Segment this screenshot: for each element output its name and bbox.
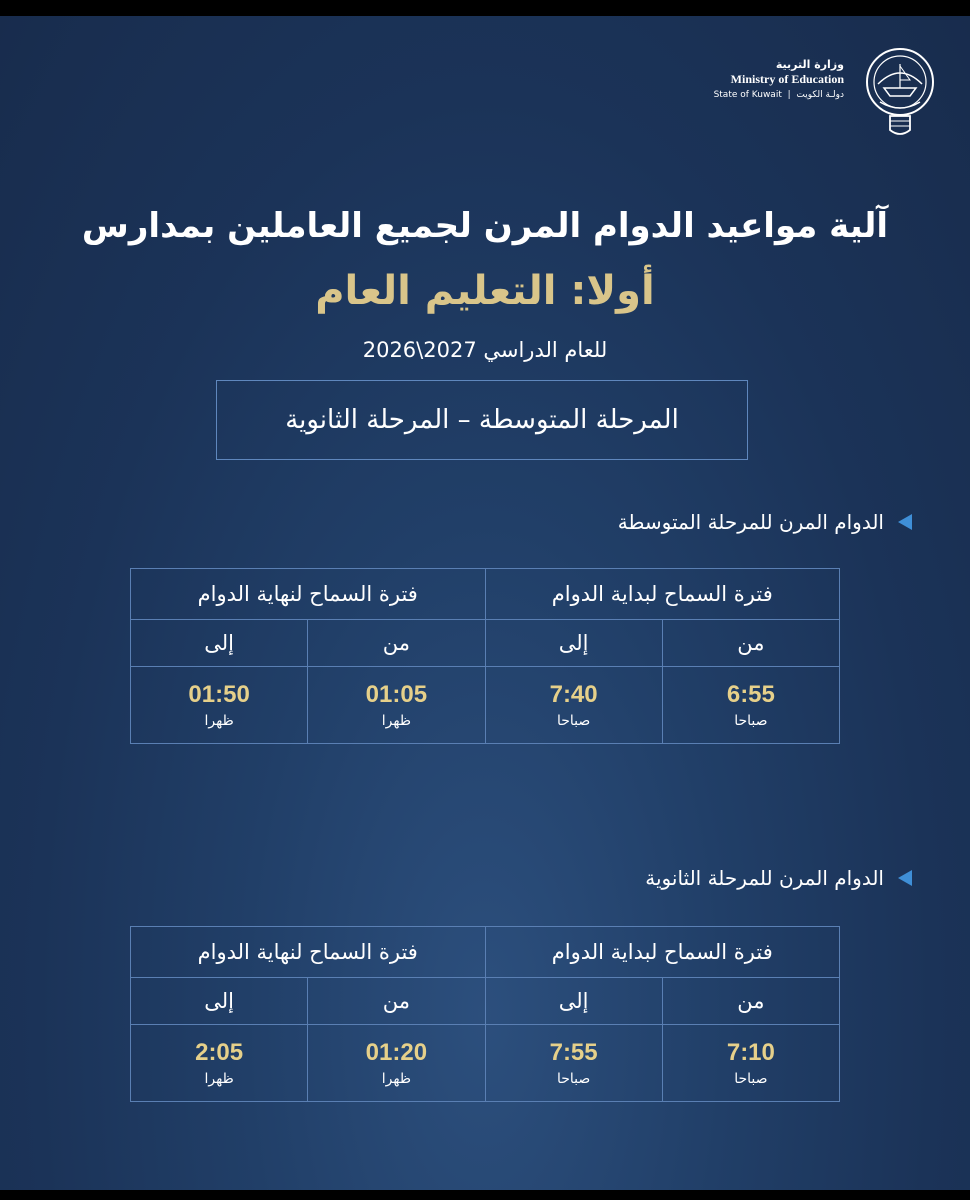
time-value: 01:20 <box>365 1039 428 1066</box>
time-value: 01:05 <box>365 681 428 708</box>
period-label: صباحا <box>556 713 591 729</box>
start-to-cell <box>485 667 662 744</box>
time-value: 7:55 <box>549 1039 598 1066</box>
period-label: صباحا <box>556 1071 591 1087</box>
schedule-table-secondary <box>130 926 840 1102</box>
end-window-header: فترة السماح لنهاية الدوام <box>131 569 486 620</box>
start-to-cell <box>485 1025 662 1102</box>
start-window-header: فترة السماح لبداية الدوام <box>485 569 840 620</box>
to-label: إلى <box>485 978 662 1025</box>
logo-ministry-ar: وزارة التربية <box>775 58 844 71</box>
to-label: إلى <box>485 620 662 667</box>
end-window-header: فترة السماح لنهاية الدوام <box>131 927 486 978</box>
period-label: ظهرا <box>204 713 234 729</box>
infographic-canvas <box>0 16 970 1190</box>
start-from-cell <box>662 667 839 744</box>
from-label: من <box>308 620 485 667</box>
time-value: 2:05 <box>195 1039 244 1066</box>
start-window-header: فترة السماح لبداية الدوام <box>485 927 840 978</box>
from-label: من <box>308 978 485 1025</box>
time-value: 01:50 <box>188 681 250 708</box>
from-label: من <box>662 620 839 667</box>
period-label: ظهرا <box>204 1071 234 1087</box>
schedule-table-intermediate <box>130 568 840 744</box>
academic-year: للعام الدراسي 2027\2026 <box>362 338 608 362</box>
time-value: 6:55 <box>726 681 775 708</box>
kuwait-emblem-icon <box>860 44 940 144</box>
start-from-cell <box>662 1025 839 1102</box>
section-heading-text: الدوام المرن للمرحلة المتوسطة <box>617 510 884 534</box>
end-from-cell <box>308 1025 485 1102</box>
page-title: آلية مواعيد الدوام المرن لجميع العاملين بمدارس <box>81 206 889 246</box>
section-heading-intermediate <box>618 510 912 534</box>
triangle-icon <box>898 870 912 886</box>
end-from-cell <box>308 667 485 744</box>
to-label: إلى <box>131 978 308 1025</box>
logo-ministry-en: Ministry of Education <box>730 72 844 86</box>
logo-divider: | <box>784 90 794 100</box>
period-label: صباحا <box>734 1071 768 1087</box>
logo-state-ar: دولـة الكويت <box>796 90 844 100</box>
page-subtitle: أولا: التعليم العام <box>315 268 655 314</box>
section-heading-text: الدوام المرن للمرحلة الثانوية <box>645 866 884 890</box>
end-to-cell <box>131 667 308 744</box>
from-label: من <box>662 978 839 1025</box>
section-heading-secondary <box>645 866 912 890</box>
triangle-icon <box>898 514 912 530</box>
logo-text <box>714 58 844 100</box>
end-to-cell <box>131 1025 308 1102</box>
logo-state-en: State of Kuwait <box>713 90 782 100</box>
stage-box <box>216 380 748 460</box>
period-label: ظهرا <box>381 713 411 729</box>
ministry-logo <box>640 44 940 144</box>
stage-label: المرحلة المتوسطة – المرحلة الثانوية <box>285 405 679 435</box>
to-label: إلى <box>131 620 308 667</box>
period-label: صباحا <box>734 713 768 729</box>
time-value: 7:10 <box>726 1039 775 1066</box>
logo-state <box>714 90 844 100</box>
time-value: 7:40 <box>549 681 598 708</box>
period-label: ظهرا <box>381 1071 411 1087</box>
